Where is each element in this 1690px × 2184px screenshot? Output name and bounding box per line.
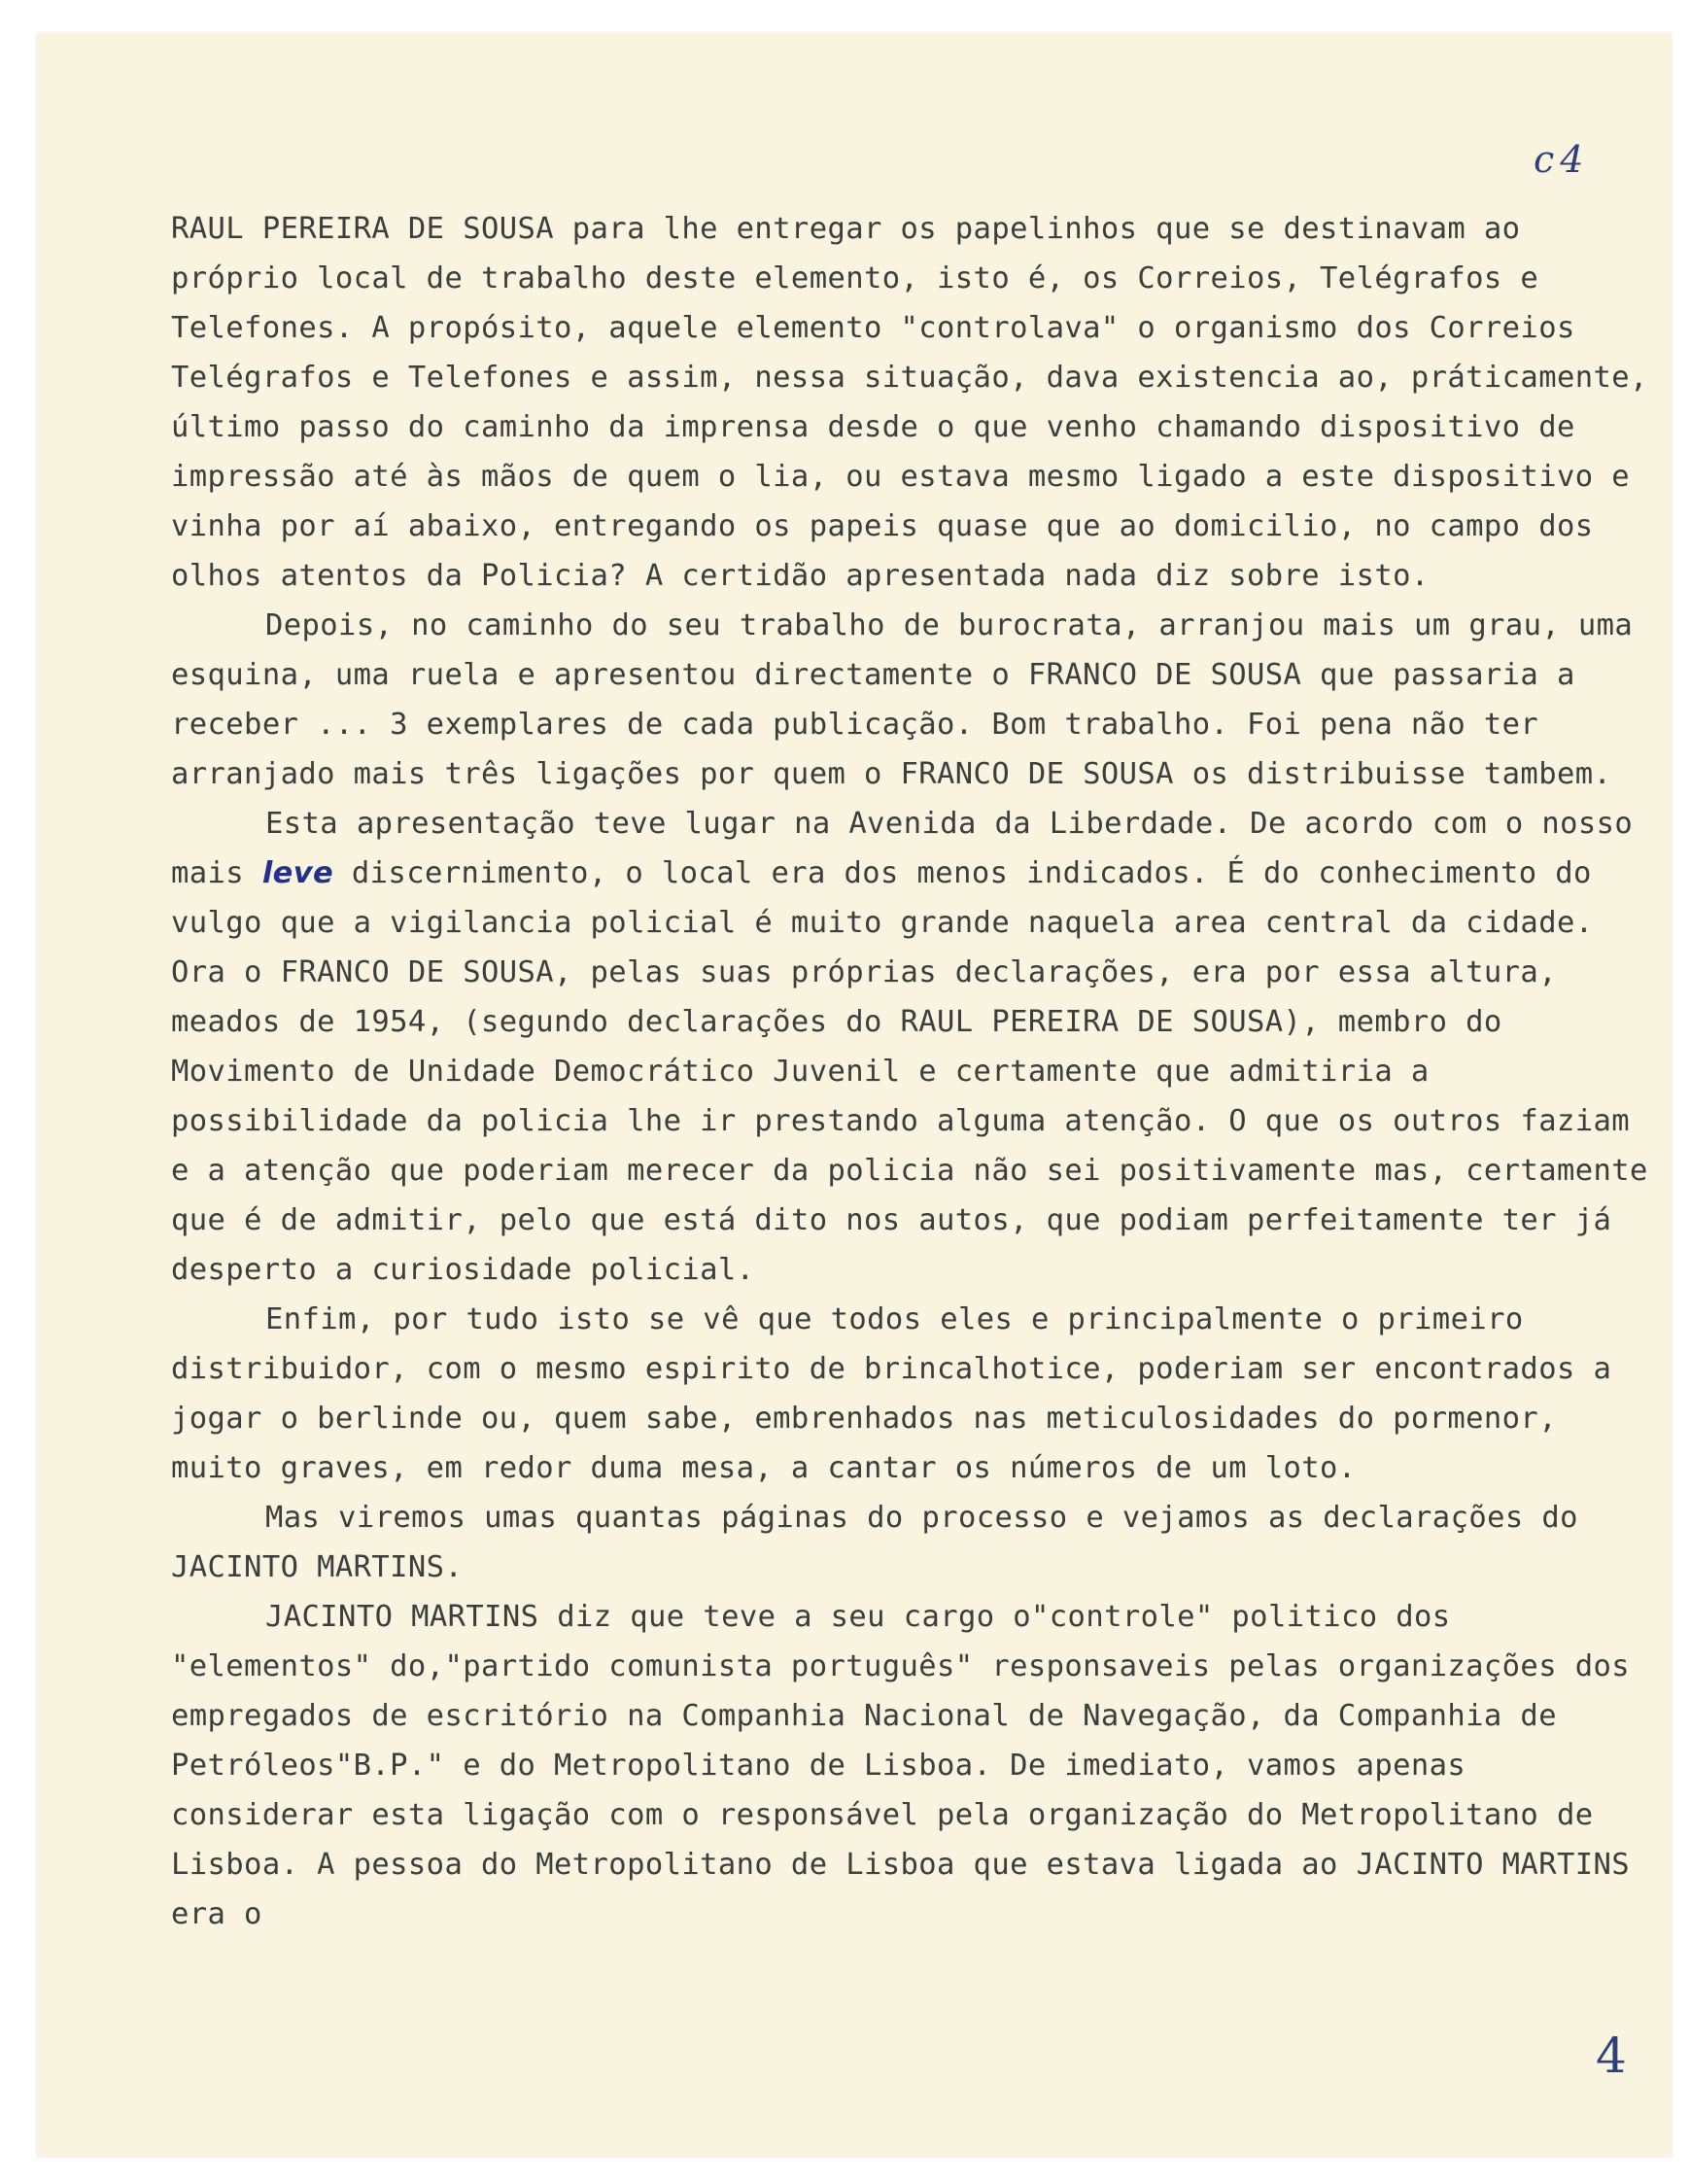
paragraph-4: Enfim, por tudo isto se vê que todos eles e principalmente o primeiro distribuidor, com o mesmo espirito de brincalhotice, poderiam ser encontrados a jogar o berlinde ou, quem sabe, embrenhados nas meticulosidades do pormenor, muito graves, em redor duma mesa, a cantar os números de um loto.	[171, 1302, 1631, 1485]
paragraph-5: Mas viremos umas quantas páginas do processo e vejamos as declarações do JACINTO MARTINS.	[171, 1501, 1597, 1584]
paragraph-3-rest: discernimento, o local era dos menos indicados. É do conhecimento do vulgo que a vigilancia policial é muito grande naquela area central da cidade. Ora o FRANCO DE SOUSA, pelas suas próprias declarações, era por essa altura, meados de 1954, (segundo declarações do RAUL PEREIRA DE SOUSA), membro do Movimento de Unidade Democrático Juvenil e certamente que admitiria a possibilidade da policia lhe ir prestando alguma atenção. O que os outros faziam e a atenção que poderiam merecer da policia não sei positivamente mas, certamente que é de admitir, pelo que está dito nos autos, que podiam perfeitamente ter já desperto a curiosidade policial.	[171, 856, 1667, 1287]
paragraph-3-start: Esta apresentação teve lugar na Avenida da Liberdade. De acordo com o nosso mais	[171, 807, 1651, 890]
handwritten-page-mark: c4	[1534, 138, 1590, 181]
paragraph-1: RAUL PEREIRA DE SOUSA para lhe entregar os papelinhos que se destinavam ao próprio local de trabalho deste elemento, isto é, os Correios, Telégrafos e Telefones. A propósito, aquele elemento "controlava" o organismo dos Correios Telégrafos e Telefones e assim, nessa situação, dava existencia ao, práticamente, último passo do caminho da imprensa desde o que venho chamando dispositivo de impressão até às mãos de quem o lia, ou estava mesmo ligado a este dispositivo e vinha por aí abaixo, entregando os papeis quase que ao domicilio, no campo dos olhos atentos da Policia? A certidão apresentada nada diz sobre isto.	[171, 212, 1667, 593]
document-page	[37, 33, 1672, 2157]
paragraph-6: JACINTO MARTINS diz que teve a seu cargo o"controle" politico dos "elementos" do,"partido comunista português" responsaveis pelas organizações dos empregados de escritório na Companhia Nacional de Navegação, da Companhia de Petróleos"B.P." e do Metropolitano de Lisboa. De imediato, vamos apenas considerar esta ligação com o responsável pela organização do Metropolitano de Lisboa. A pessoa do Metropolitano de Lisboa que estava ligada ao JACINTO MARTINS era o	[171, 1600, 1648, 1931]
paragraph-2: Depois, no caminho do seu trabalho de burocrata, arranjou mais um grau, uma esquina, uma ruela e apresentou directamente o FRANCO DE SOUSA que passaria a receber ... 3 exemplares de cada publicação. Bom trabalho. Foi pena não ter arranjado mais três ligações por quem o FRANCO DE SOUSA os distribuisse tambem.	[171, 608, 1651, 791]
typewritten-body	[171, 204, 1667, 1939]
handwritten-page-number: 4	[1596, 2028, 1627, 2084]
paragraph-3	[171, 799, 1667, 1295]
handwritten-correction: leve	[261, 856, 334, 890]
